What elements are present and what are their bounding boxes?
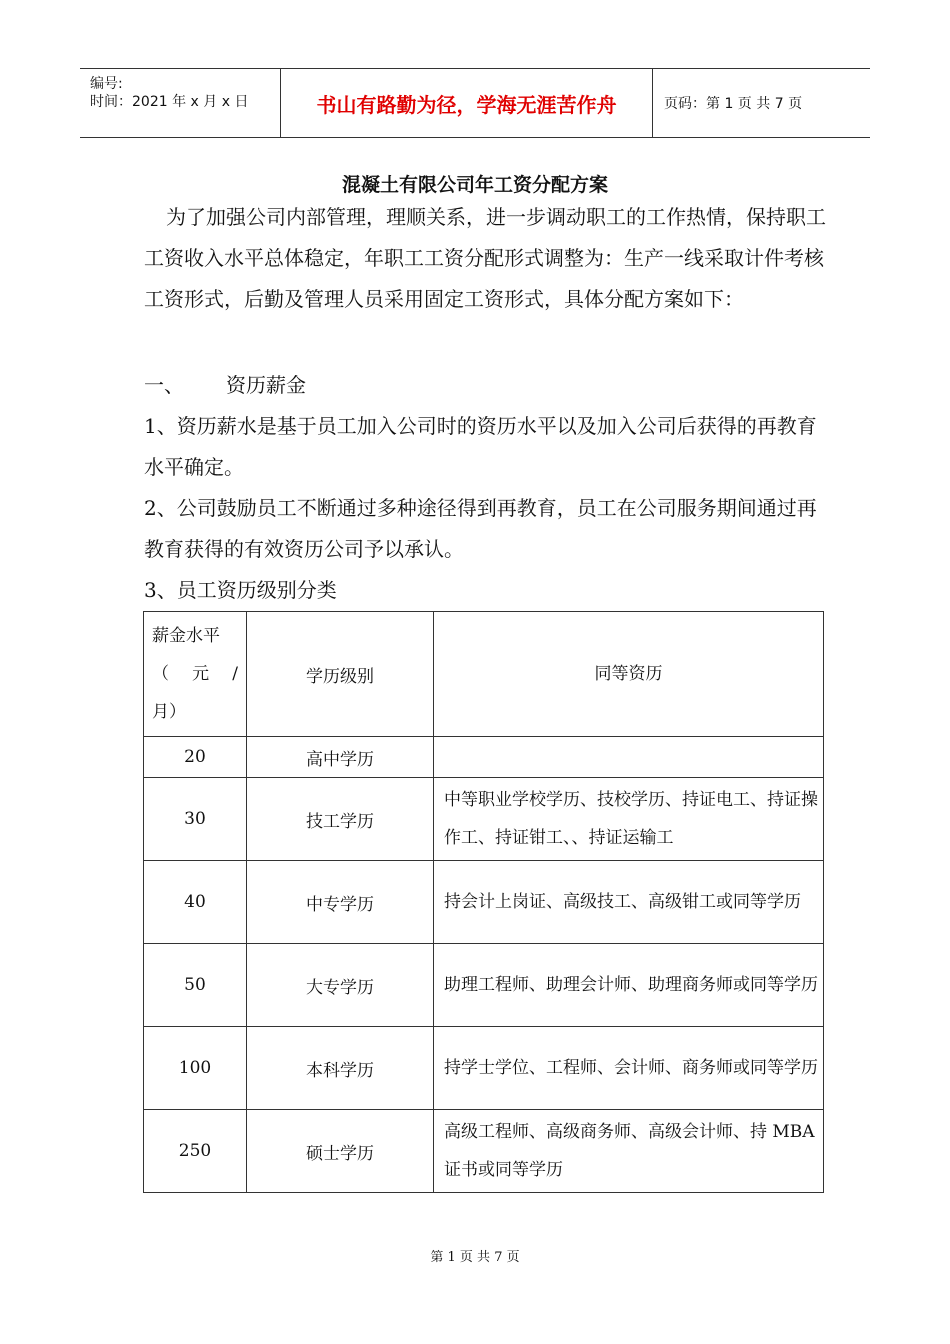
salary-cell: 100 — [144, 1027, 247, 1110]
table-row — [144, 737, 824, 778]
table-row — [144, 861, 824, 944]
salary-table — [143, 611, 824, 1193]
education-cell: 中专学历 — [247, 861, 434, 944]
table-row — [144, 1110, 824, 1193]
table-row — [144, 778, 824, 861]
equivalent-cell: 持会计上岗证、高级技工、高级钳工或同等学历 — [434, 861, 824, 944]
point-2: 2、公司鼓励员工不断通过多种途径得到再教育，员工在公司服务期间通过再教育获得的有效资历公司予以承认。 — [144, 496, 817, 561]
table-row — [144, 944, 824, 1027]
equivalent-cell — [434, 737, 824, 778]
salary-cell: 250 — [144, 1110, 247, 1193]
equivalent-cell: 高级工程师、高级商务师、高级会计师、持 MBA 证书或同等学历 — [434, 1110, 824, 1193]
intro-paragraph: 为了加强公司内部管理，理顺关系，进一步调动职工的工作热情，保持职工工资收入水平总体稳定，年职工工资分配形式调整为：生产一线采取计件考核工资形式，后勤及管理人员采用固定工资形式，具体分配方案如下： — [144, 205, 826, 311]
document-header — [80, 68, 870, 138]
number-label: 编号: — [90, 76, 123, 92]
header-equivalent: 同等资历 — [434, 612, 824, 737]
header-salary-level: 薪金水平 （ 元 / 月） — [144, 612, 247, 737]
table-row — [144, 1027, 824, 1110]
equivalent-cell: 助理工程师、助理会计师、助理商务师或同等学历 — [434, 944, 824, 1027]
header-motto: 书山有路勤为径，学海无涯苦作舟 — [281, 69, 653, 137]
header-meta-cell — [80, 69, 281, 137]
equivalent-cell: 持学士学位、工程师、会计师、商务师或同等学历 — [434, 1027, 824, 1110]
page-footer: 第 1 页 共 7 页 — [430, 1250, 520, 1265]
education-cell: 技工学历 — [247, 778, 434, 861]
section-title: 资历薪金 — [226, 373, 306, 397]
equivalent-cell: 中等职业学校学历、技校学历、持证电工、持证操作工、持证钳工、、持证运输工 — [434, 778, 824, 861]
education-cell: 大专学历 — [247, 944, 434, 1027]
table-header-row — [144, 612, 824, 737]
time-label: 时间：2021 年 x 月 x 日 — [90, 94, 249, 110]
document-title: 混凝土有限公司年工资分配方案 — [341, 174, 608, 196]
education-cell: 本科学历 — [247, 1027, 434, 1110]
salary-cell: 40 — [144, 861, 247, 944]
section-number: 一、 — [144, 373, 184, 397]
education-cell: 高中学历 — [247, 737, 434, 778]
salary-cell: 20 — [144, 737, 247, 778]
salary-cell: 30 — [144, 778, 247, 861]
education-cell: 硕士学历 — [247, 1110, 434, 1193]
salary-cell: 50 — [144, 944, 247, 1027]
section-heading — [144, 365, 834, 406]
header-page-info: 页码：第 1 页 共 7 页 — [664, 96, 803, 112]
point-3: 3、员工资历级别分类 — [144, 578, 337, 602]
point-1: 1、资历薪水是基于员工加入公司时的资历水平以及加入公司后获得的再教育水平确定。 — [144, 414, 817, 479]
header-education: 学历级别 — [247, 612, 434, 737]
